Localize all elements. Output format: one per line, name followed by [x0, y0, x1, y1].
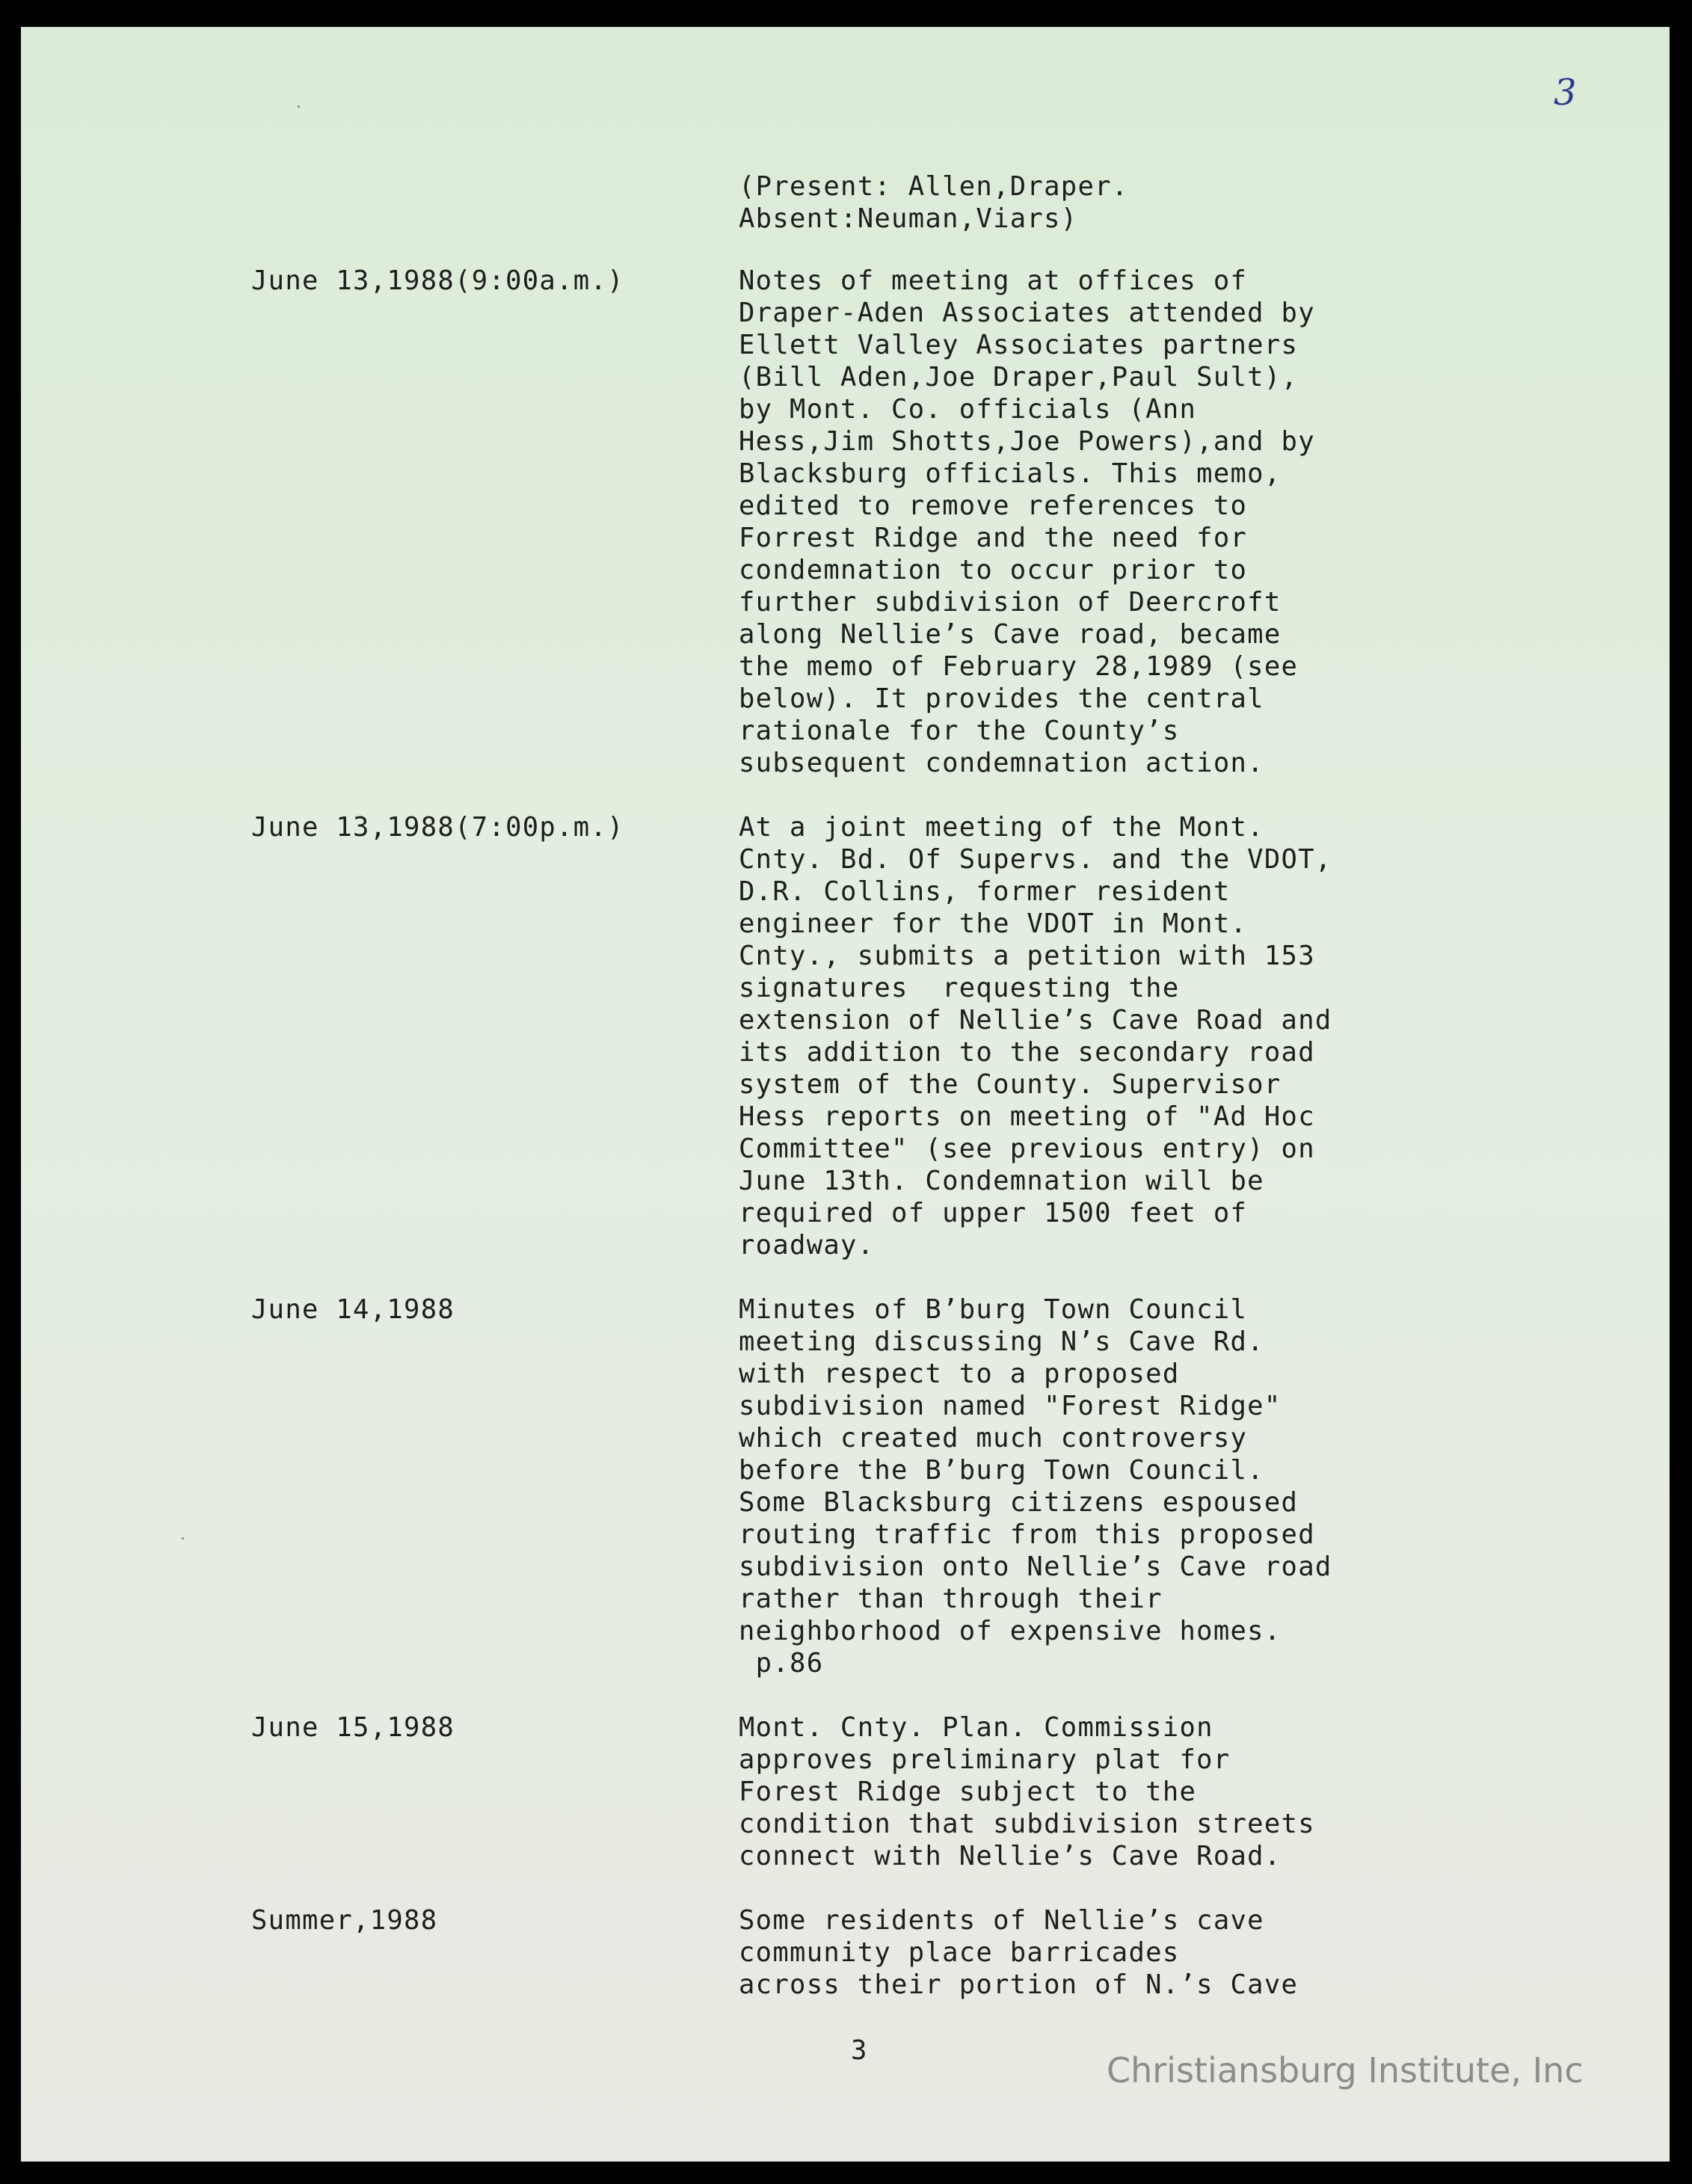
- paper-speck: [298, 105, 300, 108]
- text-line: required of upper 1500 feet of: [739, 1198, 1248, 1228]
- text-line: subsequent condemnation action.: [739, 748, 1264, 778]
- text-line: the memo of February 28,1989 (see: [739, 651, 1299, 682]
- text-line: Forest Ridge subject to the: [739, 1777, 1197, 1807]
- text-line: subdivision named "Forest Ridge": [739, 1391, 1282, 1421]
- chronology-entries: [21, 265, 1670, 2001]
- entry-text: [739, 1904, 1670, 2001]
- text-line: condemnation to occur prior to: [739, 555, 1248, 585]
- text-line: with respect to a proposed: [739, 1359, 1180, 1389]
- footer-page-number: 3: [851, 2035, 868, 2066]
- text-line: (Bill Aden,Joe Draper,Paul Sult),: [739, 362, 1299, 393]
- text-line: community place barricades: [739, 1937, 1180, 1968]
- text-line: engineer for the VDOT in Mont.: [739, 908, 1248, 939]
- text-line: p.86: [739, 1648, 824, 1679]
- entry-text: [739, 811, 1670, 1261]
- text-line: Forrest Ridge and the need for: [739, 523, 1248, 553]
- text-line: Hess,Jim Shotts,Joe Powers),and by: [739, 426, 1315, 457]
- text-line: June 13th. Condemnation will be: [739, 1166, 1264, 1196]
- text-line: edited to remove references to: [739, 490, 1248, 521]
- attendance-absent: Absent:Neuman,Viars): [739, 203, 1078, 234]
- chronology-entry: [21, 1294, 1670, 1679]
- entry-date: June 13,1988(7:00p.m.): [251, 812, 624, 843]
- text-line: meeting discussing N’s Cave Rd.: [739, 1326, 1264, 1357]
- text-line: before the B’burg Town Council.: [739, 1455, 1264, 1486]
- text-line: routing traffic from this proposed: [739, 1519, 1315, 1550]
- chronology-entry: [21, 1711, 1670, 1872]
- text-line: which created much controversy: [739, 1423, 1248, 1454]
- entry-date: June 15,1988: [251, 1712, 455, 1743]
- text-line: below). It provides the central: [739, 683, 1264, 714]
- text-line: Notes of meeting at offices of: [739, 265, 1248, 296]
- text-line: by Mont. Co. officials (Ann: [739, 394, 1197, 425]
- text-line: Some residents of Nellie’s cave: [739, 1905, 1264, 1936]
- text-line: rationale for the County’s: [739, 716, 1180, 746]
- text-line: Some Blacksburg citizens espoused: [739, 1487, 1299, 1518]
- text-line: roadway.: [739, 1230, 875, 1261]
- chronology-entry: [21, 811, 1670, 1261]
- watermark: Christiansburg Institute, Inc: [1107, 2050, 1584, 2091]
- entry-text: [739, 265, 1670, 779]
- text-line: rather than through their: [739, 1584, 1163, 1614]
- entry-text: [739, 1294, 1670, 1679]
- entry-date: Summer,1988: [251, 1905, 438, 1936]
- chronology-entry: [21, 1904, 1670, 2001]
- entry-text: [739, 1711, 1670, 1872]
- text-line: Minutes of B’burg Town Council: [739, 1294, 1248, 1325]
- text-line: connect with Nellie’s Cave Road.: [739, 1841, 1282, 1871]
- text-line: At a joint meeting of the Mont.: [739, 812, 1264, 843]
- text-line: Draper-Aden Associates attended by: [739, 298, 1315, 328]
- text-line: subdivision onto Nellie’s Cave road: [739, 1551, 1332, 1582]
- paper-speck: [182, 1537, 184, 1539]
- entry-date: June 14,1988: [251, 1294, 455, 1325]
- text-line: along Nellie’s Cave road, became: [739, 619, 1282, 650]
- attendance-present: (Present: Allen,Draper.: [739, 171, 1129, 202]
- document-page: [21, 27, 1670, 2162]
- text-line: system of the County. Supervisor: [739, 1069, 1282, 1100]
- handwritten-page-number: 3: [1554, 72, 1577, 114]
- text-line: D.R. Collins, former resident: [739, 876, 1231, 907]
- chronology-entry: [21, 265, 1670, 779]
- text-line: Blacksburg officials. This memo,: [739, 458, 1282, 489]
- entry-date: June 13,1988(9:00a.m.): [251, 265, 624, 296]
- text-line: Committee" (see previous entry) on: [739, 1133, 1315, 1164]
- text-line: approves preliminary plat for: [739, 1744, 1231, 1775]
- text-line: condition that subdivision streets: [739, 1809, 1315, 1839]
- text-line: Hess reports on meeting of "Ad Hoc: [739, 1101, 1315, 1132]
- text-line: signatures requesting the: [739, 973, 1180, 1003]
- text-line: Mont. Cnty. Plan. Commission: [739, 1712, 1213, 1743]
- attendance-note: [739, 170, 1128, 235]
- text-line: extension of Nellie’s Cave Road and: [739, 1005, 1332, 1036]
- text-line: Cnty. Bd. Of Supervs. and the VDOT,: [739, 844, 1332, 875]
- text-line: its addition to the secondary road: [739, 1037, 1315, 1068]
- text-line: Cnty., submits a petition with 153: [739, 941, 1315, 971]
- text-line: across their portion of N.’s Cave: [739, 1969, 1299, 2000]
- text-line: Ellett Valley Associates partners: [739, 330, 1299, 360]
- text-line: further subdivision of Deercroft: [739, 587, 1282, 618]
- text-line: neighborhood of expensive homes.: [739, 1616, 1282, 1646]
